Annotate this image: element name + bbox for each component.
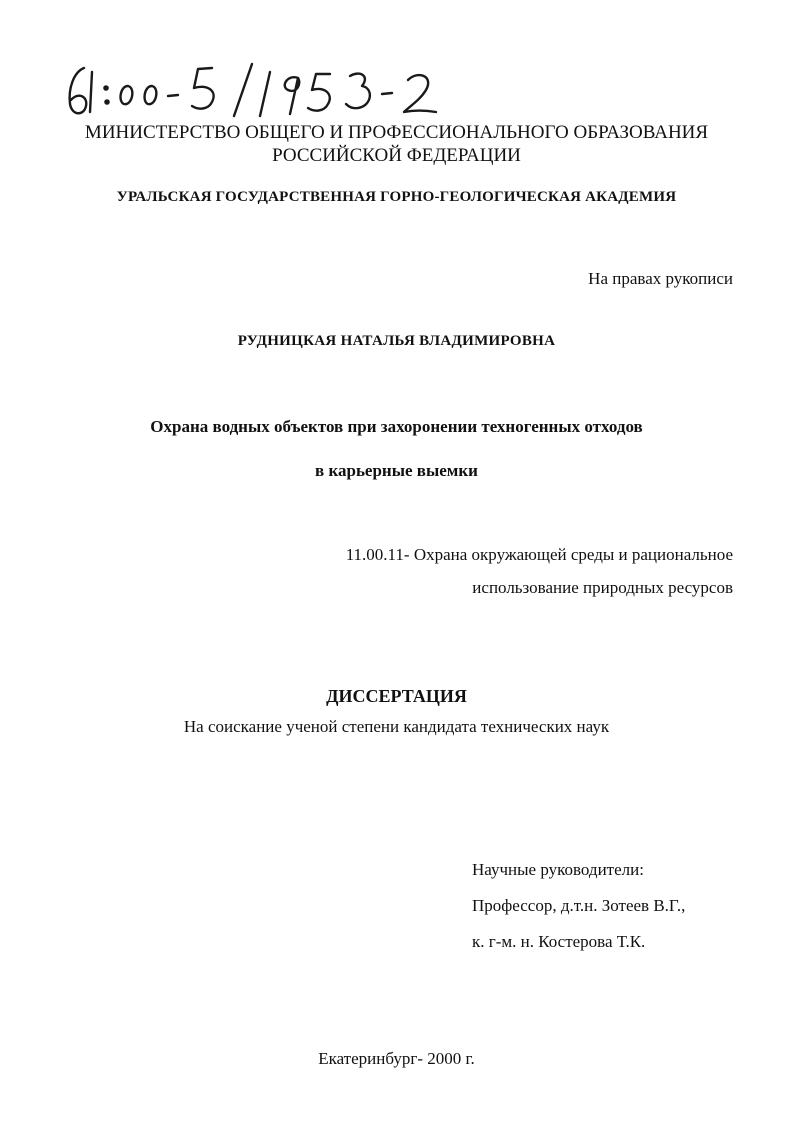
title-line-1: Охрана водных объектов при захоронении техногенных отходов (150, 417, 643, 436)
ministry-line-2: РОССИЙСКОЙ ФЕДЕРАЦИИ (272, 145, 521, 166)
academy-name: УРАЛЬСКАЯ ГОСУДАРСТВЕННАЯ ГОРНО-ГЕОЛОГИЧЕСКАЯ АКАДЕМИЯ (116, 189, 677, 205)
supervisor-2: к. г-м. н. Костерова Т.К. (472, 932, 646, 951)
city-year: Екатеринбург- 2000 г. (318, 1049, 475, 1068)
supervisors-heading: Научные руководители: (472, 860, 644, 879)
dissertation-heading: ДИССЕРТАЦИЯ (326, 686, 467, 706)
ministry-line-1: МИНИСТЕРСТВО ОБЩЕГО И ПРОФЕССИОНАЛЬНОГО ОБРАЗОВАНИЯ (84, 122, 709, 143)
dissertation-subtitle: На соискание ученой степени кандидата технических наук (183, 717, 610, 736)
specialty-line-1: 11.00.11- Охрана окружающей среды и рациональное (345, 545, 733, 564)
author-name: РУДНИЦКАЯ НАТАЛЬЯ ВЛАДИМИРОВНА (237, 333, 556, 349)
specialty-line-2: использование природных ресурсов (472, 578, 733, 597)
supervisor-1: Профессор, д.т.н. Зотеев В.Г., (472, 896, 686, 915)
rights-note: На правах рукописи (588, 269, 733, 288)
title-line-2: в карьерные выемки (315, 461, 478, 480)
supervisors-block (472, 852, 685, 960)
handwritten-catalog-code (62, 58, 452, 128)
